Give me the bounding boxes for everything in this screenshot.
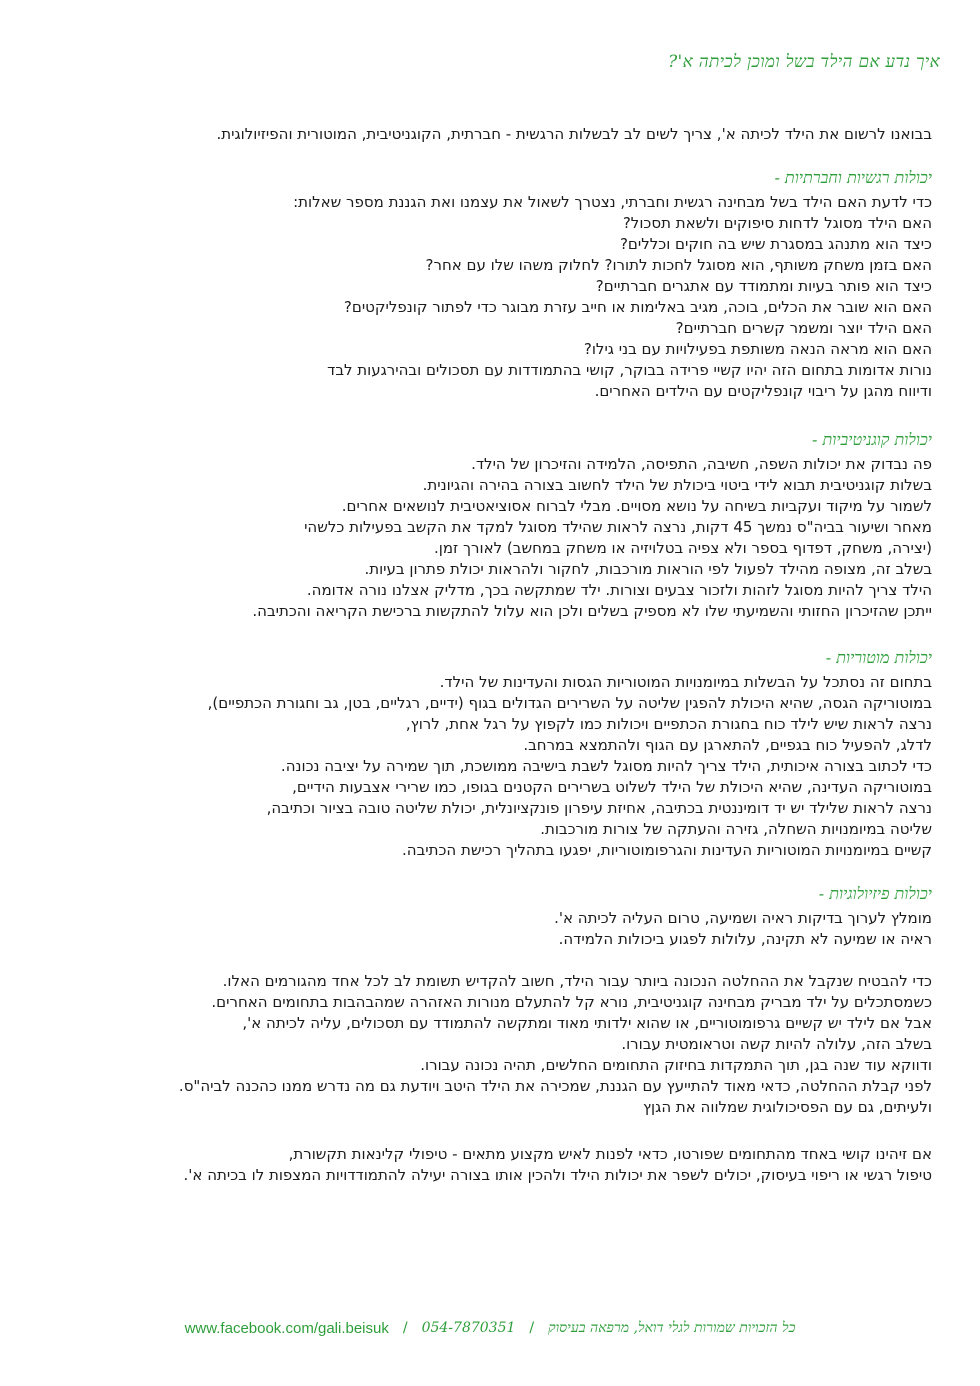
text-line: (יצירה, משחק, דפדוף בספר ולא צפיה בטלויזיה או משחק במחשב) לאורך זמן. xyxy=(434,539,932,557)
text-line: הילד צריך להיות מסוגל לזהות ולזכור צבעים וצורות. ילד שמתקשה בכך, מדליק אצלנו נורה אדומה. xyxy=(306,581,932,599)
footer-separator: / xyxy=(402,1320,408,1336)
text-line: האם הילד מסוגל לדחות סיפוקים ולשאת תסכול? xyxy=(622,214,932,232)
page-footer xyxy=(0,1316,980,1340)
text-line: בשלות קוגניטיבית תבוא לידי ביטוי ביכולת של הילד לחשוב בצורה בהירה והגיונית. xyxy=(422,476,932,494)
section-heading: יכולות קוגניטיביות - xyxy=(812,430,932,449)
footer-separator: / xyxy=(529,1320,535,1336)
section-lines xyxy=(40,908,932,950)
recommendation-paragraph xyxy=(40,1144,932,1186)
text-line: לדלג, להפעיל כוח בגפיים, להתארגן עם הגוף ולהתמצא במרחב. xyxy=(523,736,932,754)
intro-paragraph: בבואנו לרשום את הילד לכיתה א', צריך לשים לב לבשלות הרגשית - חברתית, הקוגניטיבית, המוטורית והפיזיולוגית. xyxy=(216,125,932,143)
text-line: ולעיתים, גם עם הפסיכולוגית שמלווה את הגןץ xyxy=(642,1098,932,1116)
text-line: טיפול רגשי או ריפוי בעיסוק, יכולים לשפר את יכולות הילד ולהכין אותו בצורה יעילה להתמודדויות המצפות לו בכיתה א'. xyxy=(183,1166,932,1184)
section-lines xyxy=(40,672,932,861)
text-line: ודיווח מהגן על ריבוי קונפליקטים עם הילדים האחרים. xyxy=(594,382,932,400)
text-line: כדי להבטיח שנקבל את ההחלטה הנכונה ביותר עבור הילד, חשוב להקדיש תשומת לב לכל אחד מהגורמים האלו. xyxy=(222,972,932,990)
section-lines xyxy=(40,192,932,402)
section-heading: יכולות רגשיות וחברתיות - xyxy=(774,168,932,187)
section-heading: יכולות פיזיולוגיות - xyxy=(818,884,932,903)
section-cognitive xyxy=(40,430,932,622)
text-line: האם בזמן משחק משותף, הוא מסוגל לחכות לתורו? לחלוק משהו שלו עם אחר? xyxy=(425,256,932,274)
text-line: נרצה לראות שיש לילד כוח בחגורת הכתפיים ויכולות כמו לקפוץ על רגל אחת, לרוץ, xyxy=(405,715,932,733)
text-line: במוטוריקה העדינה, שהיא היכולת של הילד לשלוט בשרירים הקטנים בגופו, כמו שרירי אצבעות הידיים, xyxy=(292,778,932,796)
text-line: נרצה לראות שלילד יש יד דומיננטית בכתיבה, אחיזת עיפרון פונקציונלית, יכולת שליטה טובה בציור וכתיבה, xyxy=(266,799,932,817)
text-line: בשלב הזה, עלולה להיות קשה וטראומטית עבורו. xyxy=(621,1035,932,1053)
text-line: מומלץ לערוך בדיקות ראיה ושמיעה, טרום העליה לכיתה א'. xyxy=(554,909,932,927)
text-line: ייתכן שהזיכרון החזותי והשמיעתי שלו לא מספיק בשלים ולכן הוא עלול להתקשות ברכישת הקריאה והכתיבה. xyxy=(252,602,932,620)
text-line: כדי לדעת האם הילד בשל מבחינה רגשית וחברתי, נצטרך לשאול את עצמנו ואת הגננת מספר שאלות: xyxy=(293,193,932,211)
text-line: לפני קבלת ההחלטה, כדאי מאוד להתייעץ עם הגננת, שמכירה את הילד היטב ויודעת גם מה נדרש ממנו כהכנה לביה"ס. xyxy=(178,1077,932,1095)
text-line: כיצד הוא מתנהג במסגרת שיש בה חוקים וכללים? xyxy=(619,235,932,253)
text-line: כיצד הוא פותר בעיות ומתמודד עם אתגרים חברתיים? xyxy=(595,277,932,295)
text-line: לשמור על מיקוד ועקביות בשיחה על נושא מסויים. מבלי לברוח אסוציאטיבית לנושאים אחרים. xyxy=(341,497,932,515)
section-emotional-social xyxy=(40,168,932,402)
text-line: נורות אדומות בתחום הזה יהיו קשיי פרידה בבוקר, קושי בהתמודדות עם תסכולים ובהירגעות לבד xyxy=(327,361,932,379)
phone-number: 054-7870351 xyxy=(421,1320,516,1336)
text-line: במוטוריקה הגסה, שהיא היכולת להפגין שליטה על השרירים הגדולים בגוף (ידיים, רגליים, בטן, גב וחגורת הכתפיים), xyxy=(207,694,932,712)
text-line: ודווקא עוד שנה בגן, תוך התמקדות בחיזוק התחומים החלשים, תהיה נכונה עבורו. xyxy=(420,1056,932,1074)
text-line: מאחר ושיעור בביה"ס נמשך 45 דקות, נרצה לראות שהילד מסוגל למקד את הקשב בפעילות כלשהי xyxy=(304,518,932,536)
text-line: אבל אם לילד יש קשיים גרפומוטוריים, או שהוא ילדותי מאוד ומתקשה להתמודד עם תסכולים, עליה לכיתה א', xyxy=(242,1014,932,1032)
page-title: איך נדע אם הילד בשל ומוכן לכיתה א'? xyxy=(668,52,940,72)
text-line: האם הוא שובר את הכלים, בוכה, מגיב באלימות או חייב עזרת מבוגר כדי לפתור קונפליקטים? xyxy=(343,298,932,316)
section-heading: יכולות מוטוריות - xyxy=(825,648,932,667)
text-line: האם הילד יוצר ומשמר קשרים חברתיים? xyxy=(675,319,932,337)
conclusion-paragraph xyxy=(40,971,932,1118)
text-line: ראיה או שמיעה לא תקינה, עלולות לפגוע ביכולות הלמידה. xyxy=(558,930,932,948)
text-line: בתחום זה נסתכל על הבשלות במיומנויות המוטוריות הגסות והעדינות של הילד. xyxy=(439,673,932,691)
text-line: האם הוא מראה הנאה משותפת בפעילויות עם בני גילו? xyxy=(583,340,932,358)
section-lines xyxy=(40,454,932,622)
section-motor xyxy=(40,648,932,861)
text-line: כשמסתכלים על ילד מבריק מבחינה קוגניטיבית, נורא קל להתעלם מנורות האזהרה שמהבהבות בתחומים האחרים. xyxy=(211,993,932,1011)
facebook-link[interactable]: www.facebook.com/gali.beisuk xyxy=(184,1319,389,1337)
text-line: אם זיהינו קושי באחד מהתחומים שפורטו, כדאי לפנות לאיש מקצוע מתאים - טיפולי קלינאות תקשורת, xyxy=(288,1145,932,1163)
text-line: קשיים במיומנויות המוטוריות העדינות והגרפומוטוריות, יפגעו בתהליך רכישת הכתיבה. xyxy=(402,841,932,859)
text-line: פה נבדוק את יכולות השפה, חשיבה, התפיסה, הלמידה והזיכרון של הילד. xyxy=(471,455,932,473)
section-physiological xyxy=(40,884,932,950)
text-line: בשלב זה, מצופה מהילד לפעול לפי הוראות מורכבות, לחקור ולהראות יכולת פתרון בעיות. xyxy=(364,560,932,578)
text-line: שליטה במיומנויות השחלה, גזירה והעתקה של צורות מורכבות. xyxy=(540,820,932,838)
text-line: כדי לכתוב בצורה איכותית, הילד צריך להיות מסוגל לשבת בישיבה ממושכת, תוך שמירה על יציבה נכונה. xyxy=(280,757,932,775)
copyright-credit: כל הזכויות שמורות לגלי דואל, מרפאה בעיסוק xyxy=(548,1319,796,1336)
